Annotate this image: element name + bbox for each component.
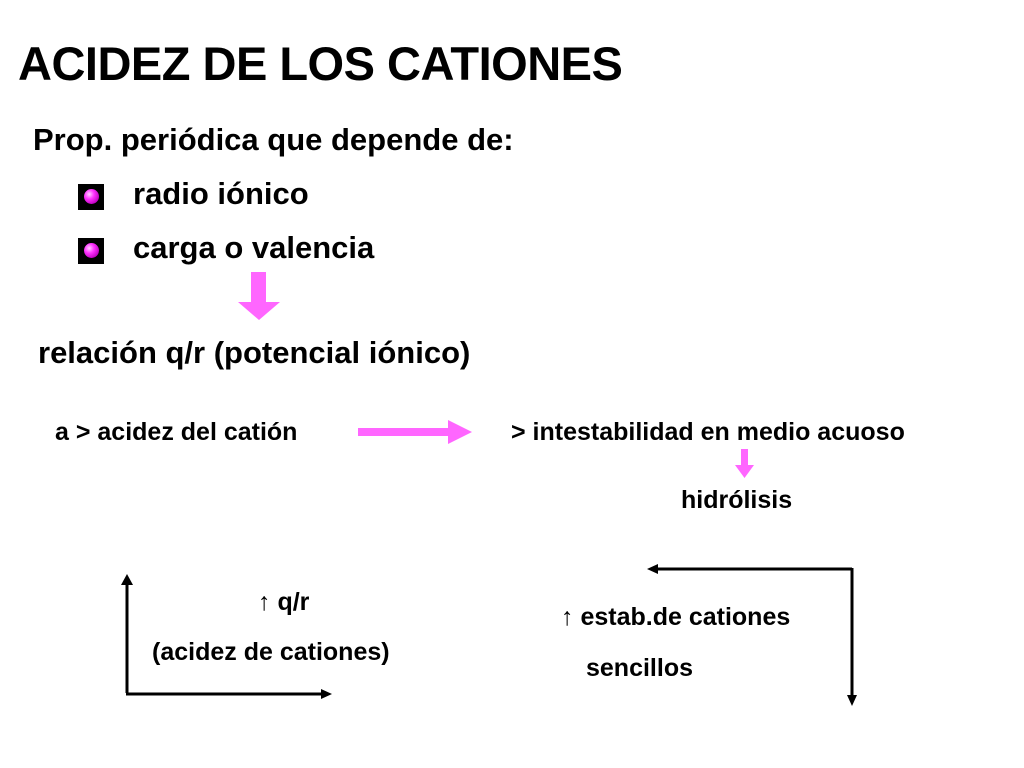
down-arrow-icon bbox=[238, 272, 280, 320]
slide-title: ACIDEZ DE LOS CATIONES bbox=[18, 37, 623, 90]
down-arrow-icon bbox=[735, 449, 754, 478]
bullet-item-radio: radio iónico bbox=[133, 176, 309, 211]
axis-arrow-icon bbox=[121, 574, 332, 699]
right-arrow-icon bbox=[358, 420, 472, 444]
hydrolysis-text: hidrólisis bbox=[681, 486, 793, 514]
graph-right-line1: ↑ estab.de cationes bbox=[561, 603, 791, 631]
graph-left-line1: ↑ q/r bbox=[258, 588, 310, 616]
acidity-left-text: a > acidez del catión bbox=[55, 418, 298, 446]
graph-right-line2: sencillos bbox=[586, 654, 693, 682]
graph-left-line2: (acidez de cationes) bbox=[152, 638, 390, 666]
acidity-right-text: > intestabilidad en medio acuoso bbox=[511, 418, 905, 446]
bullet-item-carga: carga o valencia bbox=[133, 230, 375, 265]
slide-subtitle: Prop. periódica que depende de: bbox=[33, 122, 514, 157]
axis-arrow-icon bbox=[647, 564, 857, 706]
relation-text: relación q/r (potencial iónico) bbox=[38, 335, 471, 370]
